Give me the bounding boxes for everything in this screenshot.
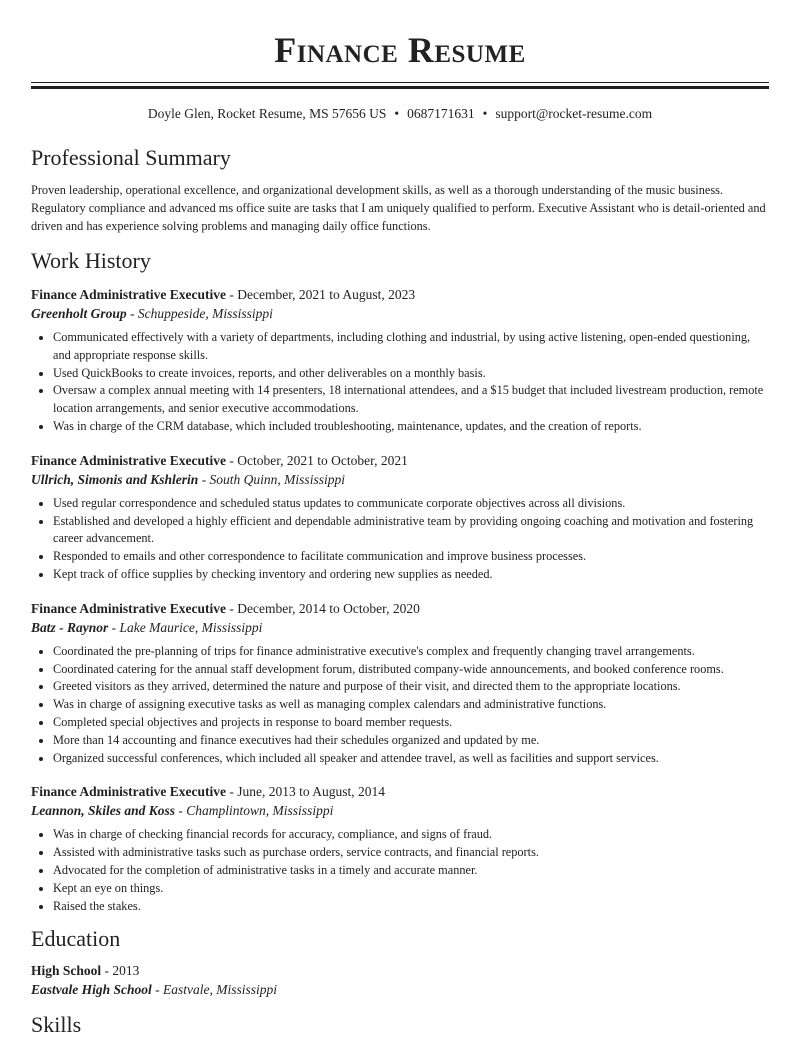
- education-location: - Eastvale, Mississippi: [151, 982, 278, 998]
- list-item: • Advocated for the completion of administrative tasks in a timely and accurate manner.: [53, 862, 769, 880]
- job-entry: [31, 285, 769, 436]
- job-title-line: [31, 285, 769, 304]
- header-divider-thin: [31, 82, 769, 83]
- contact-line: [31, 105, 769, 123]
- list-item: • Used QuickBooks to create invoices, reports, and other deliverables on a monthly basis.: [53, 365, 769, 383]
- education-entry: [31, 961, 769, 999]
- header-divider-thick: [31, 86, 769, 89]
- list-item: • Raised the stakes.: [53, 898, 769, 916]
- education-heading: Education: [31, 926, 121, 952]
- work-history-heading: Work History: [31, 248, 151, 273]
- job-title: Finance Administrative Executive: [31, 287, 226, 302]
- list-item: • Completed special objectives and projects in response to board member requests.: [53, 714, 769, 732]
- contact-separator: •: [394, 106, 400, 121]
- job-location: - South Quinn, Mississippi: [198, 471, 345, 487]
- list-item: • Established and developed a highly efficient and dependable administrative team by providing ongoing coaching and motivation and fostering career advancement.: [53, 513, 769, 549]
- list-item: • Responded to emails and other correspondence to facilitate communication and improve business processes.: [53, 548, 769, 566]
- job-title-line: [31, 451, 769, 470]
- list-item: • Coordinated the pre-planning of trips for finance administrative executive's complex and frequently changing travel arrangements.: [53, 643, 769, 661]
- job-bullets: [31, 495, 769, 584]
- job-location: - Schuppeside, Mississippi: [126, 306, 273, 321]
- job-dates: - October, 2021 to October, 2021: [225, 452, 408, 468]
- education-school-line: [31, 980, 769, 999]
- job-title-line: [31, 599, 769, 618]
- list-item: • More than 14 accounting and finance executives had their schedules organized and updated by me.: [53, 732, 769, 750]
- job-company-line: [31, 470, 769, 489]
- job-bullets: [31, 643, 769, 768]
- skills-heading: Skills: [31, 1012, 82, 1038]
- contact-address: Doyle Glen, Rocket Resume, MS 57656 US: [147, 106, 387, 121]
- job-title: Finance Administrative Executive: [31, 784, 226, 800]
- job-bullets: [31, 329, 769, 436]
- list-item: • Kept track of office supplies by checking inventory and ordering new supplies as needed.: [53, 566, 769, 584]
- list-item: • Organized successful conferences, which included all speaker and attendee travel, as well as facilities and support services.: [53, 750, 769, 768]
- job-dates: - December, 2021 to August, 2023: [225, 287, 416, 302]
- job-entry: [31, 599, 769, 768]
- job-dates: - December, 2014 to October, 2020: [225, 600, 420, 616]
- summary-heading: Professional Summary: [31, 145, 231, 170]
- job-company: Batz - Raynor: [31, 619, 109, 635]
- education-year: - 2013: [101, 963, 140, 979]
- resume-page: [31, 0, 769, 1038]
- list-item: • Communicated effectively with a variety of departments, including clothing and industrial, by using active listening, open-ended questioning, and appropriate response skills.: [53, 329, 769, 365]
- job-company-line: [31, 304, 769, 323]
- resume-name: Finance Resume: [274, 30, 526, 70]
- job-company-line: [31, 618, 769, 637]
- job-title-line: [31, 782, 769, 801]
- list-item: • Used regular correspondence and scheduled status updates to communicate corporate objectives across all divisions.: [53, 495, 769, 513]
- job-bullets: [31, 826, 769, 915]
- job-company: Leannon, Skiles and Koss: [31, 803, 176, 819]
- job-entry: [31, 782, 769, 915]
- summary-text: Proven leadership, operational excellence, and organizational development skills, as well as a thorough understanding of the music business. Regulatory compliance and advanced ms office suite are tasks that I am uniquely qualified to perform. Executive Assistant who is detail-oriented and driven and has experience solving problems and managing daily office functions.: [31, 183, 766, 233]
- education-school: Eastvale High School: [31, 982, 152, 998]
- contact-phone: 0687171631: [407, 106, 475, 121]
- job-location: - Champlintown, Mississippi: [175, 803, 334, 819]
- contact-separator: •: [482, 106, 488, 121]
- list-item: • Assisted with administrative tasks such as purchase orders, service contracts, and financial reports.: [53, 844, 769, 862]
- job-company: Greenholt Group: [31, 306, 127, 321]
- job-company: Ullrich, Simonis and Kshlerin: [31, 471, 199, 487]
- job-location: - Lake Maurice, Mississippi: [108, 619, 263, 635]
- list-item: • Was in charge of the CRM database, which included troubleshooting, maintenance, updates, and the creation of reports.: [53, 418, 769, 436]
- list-item: • Greeted visitors as they arrived, determined the nature and purpose of their visit, and directed them to the appropriate locations.: [53, 678, 769, 696]
- list-item: • Oversaw a complex annual meeting with 14 presenters, 18 international attendees, and a $15 budget that included livestream production, remote location arrangements, and senior executive accommodations.: [53, 382, 769, 418]
- job-dates: - June, 2013 to August, 2014: [225, 784, 385, 800]
- list-item: • Kept an eye on things.: [53, 880, 769, 898]
- education-degree-line: [31, 961, 769, 980]
- list-item: • Was in charge of assigning executive tasks as well as managing complex calendars and administrative functions.: [53, 696, 769, 714]
- job-title: Finance Administrative Executive: [31, 600, 226, 616]
- job-entry: [31, 451, 769, 584]
- job-company-line: [31, 801, 769, 820]
- contact-email: support@rocket-resume.com: [495, 106, 653, 121]
- job-title: Finance Administrative Executive: [31, 452, 226, 468]
- education-degree: High School: [31, 963, 102, 979]
- list-item: • Was in charge of checking financial records for accuracy, compliance, and signs of fraud.: [53, 826, 769, 844]
- list-item: • Coordinated catering for the annual staff development forum, distributed company-wide announcements, and booked conference rooms.: [53, 661, 769, 679]
